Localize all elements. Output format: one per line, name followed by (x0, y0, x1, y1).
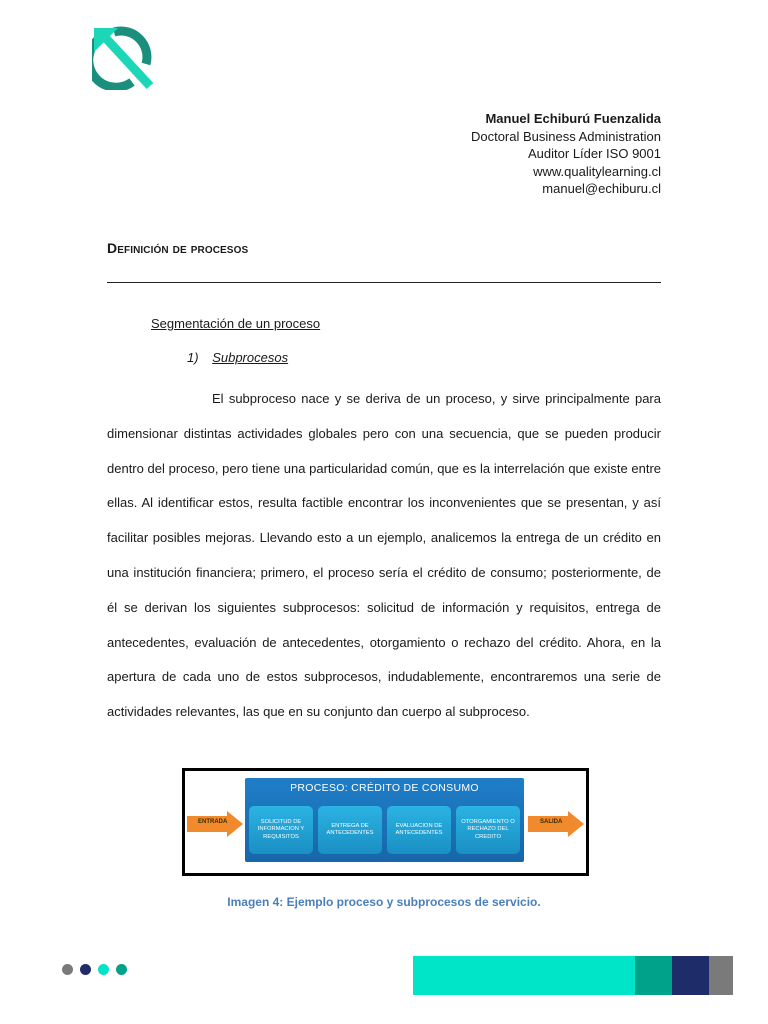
subprocess-box: EVALUACION DE ANTECEDENTES (387, 806, 451, 854)
section-heading: Segmentación de un proceso (151, 316, 321, 331)
body-paragraph (107, 382, 661, 730)
paragraph-text: El subproceso nace y se deriva de un proceso, y sirve principalmente para dimensionar distintas actividades globales pero con una secuencia, que se pueden producir dentro del proceso, pero tiene una particularidad común, que es la interrelación que existe entre ellas. Al identificar estos, resulta factible encontrar los inconvenientes que se presentan, y así facilitar posibles mejoras. Llevando esto a un ejemplo, analicemos la entrega de un crédito en una institución financiera; primero, el proceso sería el crédito de consumo; posteriormente, de él se derivan los siguientes subprocesos: solicitud de información y requisitos, entrega de antecedentes, evaluación de antecedentes, otorgamiento o rechazo del crédito. Ahora, en la apertura de cada uno de estos subprocesos, indudablemente, encontraremos una serie de actividades relevantes, las que en su conjunto dan cuerpo al subproceso. (107, 391, 661, 720)
subsection-heading (187, 350, 288, 365)
footer-bar (672, 956, 709, 995)
input-label: ENTRADA (198, 819, 228, 825)
author-block (471, 110, 661, 198)
subsection-label: Subprocesos (212, 350, 289, 365)
subprocess-box: SOLICITUD DE INFORMACION Y REQUISITOS (249, 806, 313, 854)
author-degree: Doctoral Business Administration (470, 128, 661, 144)
process-panel (245, 778, 524, 862)
process-title: PROCESO: CRÉDITO DE CONSUMO (290, 782, 479, 794)
author-role: Auditor Líder ISO 9001 (528, 146, 661, 161)
subsection-number: 1) (187, 350, 199, 365)
figure-caption: Imagen 4: Ejemplo proceso y subprocesos de servicio. (227, 895, 541, 909)
author-email[interactable]: manuel@echiburu.cl (542, 181, 661, 196)
arrow-refresh-logo-icon (92, 26, 156, 90)
footer-dot (80, 964, 91, 975)
footer-bar (635, 956, 672, 995)
process-diagram (182, 768, 589, 876)
footer-color-bars (413, 956, 733, 995)
subprocess-box: OTORGAMIENTO O RECHAZO DEL CREDITO (456, 806, 520, 854)
footer-dot (98, 964, 109, 975)
page-title: Definición de procesos (107, 240, 249, 256)
output-label: SALIDA (540, 819, 563, 825)
author-name: Manuel Echiburú Fuenzalida (485, 111, 661, 126)
author-website[interactable]: www.qualitylearning.cl (533, 163, 661, 179)
footer-bar (709, 956, 733, 995)
footer-bar (413, 956, 635, 995)
footer-dots (62, 964, 127, 975)
subprocess-box: ENTREGA DE ANTECEDENTES (318, 806, 382, 854)
title-divider (107, 282, 661, 283)
footer-dot (116, 964, 127, 975)
footer-dot (62, 964, 73, 975)
